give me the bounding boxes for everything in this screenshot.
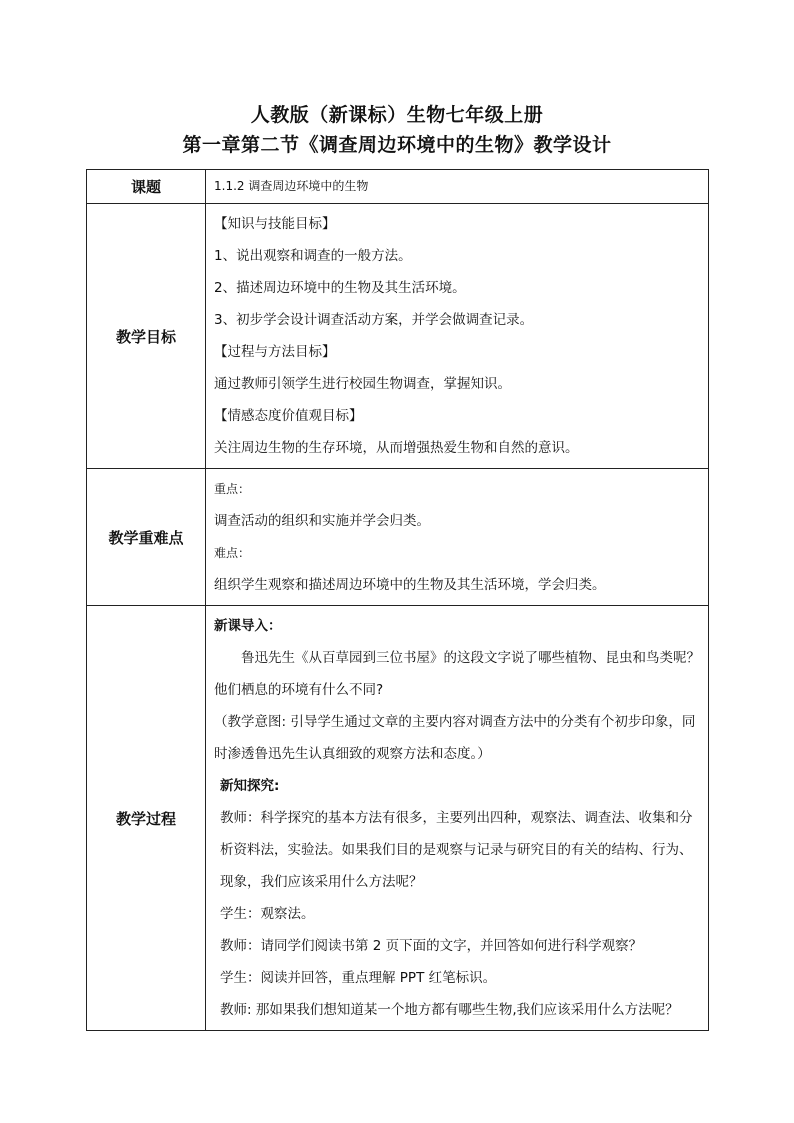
lesson-plan-table (86, 169, 709, 1031)
difficulty-text: 组织学生观察和描述周边环境中的生物及其生活环境，学会归类。 (214, 577, 606, 593)
row-topic (87, 170, 709, 204)
key-text: 调查活动的组织和实施并学会归类。 (214, 513, 430, 529)
objective-item-3: 3、初步学会设计调查活动方案，并学会做调查记录。 (214, 312, 534, 328)
value-topic (206, 170, 709, 204)
dialog-line-3: 教师：请同学们阅读书第 2 页下面的文字，并回答如何进行科学观察？ (220, 938, 643, 954)
objective-heading-process: 【过程与方法目标】 (214, 344, 336, 360)
difficulty-label: 难点： (214, 546, 251, 560)
intro-intent: （教学意图: 引导学生通过文章的主要内容对调查方法中的分类有个初步印象，同时渗透鲁迅先生认真细致的观察方法和态度。） (214, 714, 696, 762)
label-topic: 课题 (87, 170, 206, 204)
row-keypoints (87, 469, 709, 606)
title-line-2: 第一章第二节《调查周边环境中的生物》教学设计 (182, 134, 612, 156)
row-objectives (87, 204, 709, 469)
label-objectives: 教学目标 (87, 204, 206, 469)
label-process: 教学过程 (87, 606, 206, 1031)
objective-item-1: 1、说出观察和调查的一般方法。 (214, 248, 412, 264)
dialog-line-5: 教师: 那如果我们想知道某一个地方都有哪些生物,我们应该采用什么方法呢？ (220, 1002, 679, 1018)
document-title (0, 100, 794, 160)
dialog-line-1: 教师：科学探究的基本方法有很多，主要列出四种，观察法、调查法、收集和分析资料法，实验法。如果我们目的是观察与记录与研究目的有关的结构、行为、现象，我们应该采用什么方法呢？ (220, 810, 693, 890)
objective-heading-attitude: 【情感态度价值观目标】 (214, 408, 363, 424)
intro-text: 鲁迅先生《从百草园到三位书屋》的这段文字说了哪些植物、昆虫和鸟类呢？他们栖息的环境有什么不同? (214, 650, 700, 698)
value-objectives (206, 204, 709, 469)
value-process (206, 606, 709, 1031)
key-label: 重点： (214, 482, 251, 496)
objective-attitude-text: 关注周边生物的生存环境，从而增强热爱生物和自然的意识。 (214, 440, 579, 456)
label-keypoints: 教学重难点 (87, 469, 206, 606)
title-line-1: 人教版（新课标）生物七年级上册 (250, 104, 544, 126)
row-process (87, 606, 709, 1031)
dialog-line-4: 学生：阅读并回答，重点理解 PPT 红笔标识。 (220, 970, 497, 986)
explore-heading: 新知探究: (220, 778, 280, 794)
topic-text: 1.1.2 调查周边环境中的生物 (214, 179, 369, 193)
value-keypoints (206, 469, 709, 606)
objective-item-2: 2、描述周边环境中的生物及其生活环境。 (214, 280, 466, 296)
dialog-line-2: 学生：观察法。 (220, 906, 315, 922)
intro-heading: 新课导入： (214, 618, 282, 634)
objective-process-text: 通过教师引领学生进行校园生物调查，掌握知识。 (214, 376, 511, 392)
objective-heading-knowledge: 【知识与技能目标】 (214, 216, 336, 232)
